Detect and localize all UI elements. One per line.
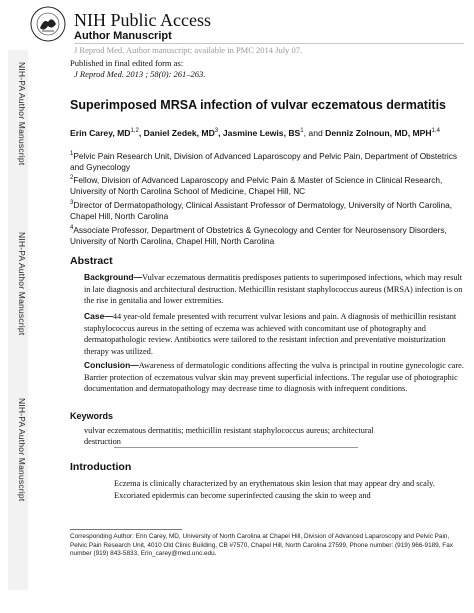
author-name: Denniz Zolnoun, MD, MPH [325, 127, 432, 138]
author-manuscript-label: Author Manuscript [74, 30, 172, 42]
affiliation [70, 149, 465, 174]
side-label: NIH-PA Author Manuscript [17, 232, 27, 336]
case-text: 44 year-old female presented with recurrent vulvar lesions and pain. A diagnosis of methicillin resistant staphylococcus aureus in the setting of eczema was achieved with concomitant use of photography and dermatopathologic review. Antibiotics were tailored to the resistant infection and preventative moisturization therapy was utilized. [84, 312, 457, 356]
affil-sup: 4 [70, 225, 74, 231]
affiliation [70, 173, 465, 198]
abstract-heading: Abstract [70, 255, 113, 267]
author-sep: , [138, 127, 144, 138]
background-text: Vulvar eczematous dermatitis predisposes patients to superimposed infections, which may result in late diagnosis and architectural destruction. Methicillin resistant staphylococcus aureus (MRSA) infection is on the rise in genitalia and lower extremities. [84, 273, 463, 305]
author-list [70, 125, 465, 139]
journal-availability: J Reprod Med. Author manuscript; available in PMC 2014 July 07. [74, 45, 303, 55]
author-name: Jasmine Lewis, BS [222, 127, 301, 138]
abstract-conclusion [84, 360, 464, 395]
abstract-case [84, 311, 464, 357]
conclusion-label: Conclusion— [84, 360, 139, 370]
author-sep: , [218, 127, 223, 138]
conclusion-text: Awareness of dermatologic conditions affecting the vulva is principal in routine gynecologic care. Barrier protection of eczematous vulvar skin may prevent superficial infections. The regular use of photographic documentation and dermatopathology may decrease time to diagnosis with infrequent conditions. [84, 361, 464, 393]
hhs-seal-icon [30, 6, 66, 42]
pub-note-line1: Published in final edited form as: [70, 58, 184, 68]
author-affil-sup: 3 [214, 128, 219, 134]
keywords-heading: Keywords [70, 411, 114, 421]
author-name: Erin Carey, MD [70, 127, 131, 138]
author-affil-sup: 1,2 [130, 128, 139, 134]
affil-text: Associate Professor, Department of Obstetrics & Gynecology and Center for Neurosensory Disorders, University of North Carolina, Chapel Hill, North Carolina [70, 224, 447, 247]
publication-note [70, 58, 205, 80]
affil-sup: 1 [70, 151, 74, 157]
affil-text: Director of Dermatopathology, Clinical Assistant Professor of Dermatology, University of North Carolina, Chapel Hill, North Carolina [70, 199, 453, 222]
author-sep: , and [303, 127, 326, 138]
introduction-text: Eczema is clinically characterized by an erythematous skin lesion that may appear dry and scaly. Excoriated epidermis can become superinfected causing the skin to weep and [114, 479, 435, 500]
pub-note-citation: J Reprod Med. 2013 ; 58(0): 261–263. [74, 69, 206, 79]
keywords-divider [114, 447, 358, 448]
side-label: NIH-PA Author Manuscript [17, 398, 27, 502]
author-name: Daniel Zedek, MD [143, 127, 215, 138]
corresponding-author-footnote: Corresponding Author: Erin Carey, MD, University of North Carolina at Chapel Hill, Division of Advanced Laparoscopy and Pelvic Pain, Pelvic Pain Research Unit, 4010 Old Clinic Building, CB #7570, Chapel Hill, North Carolina 27599, Phone number: (919) 966-9189, Fax number (919) 843-5833, Erin_carey@med.unc.edu. [70, 533, 453, 557]
header-divider [74, 43, 464, 44]
abstract-background [84, 272, 464, 307]
affil-sup: 3 [70, 200, 74, 206]
footnote-divider [70, 529, 182, 530]
case-label: Case— [84, 311, 113, 321]
article-title: Superimposed MRSA infection of vulvar eczematous dermatitis [70, 98, 447, 112]
introduction-heading: Introduction [70, 461, 132, 473]
affiliation [70, 198, 465, 223]
author-affil-sup: 1 [300, 128, 304, 134]
affiliation [70, 223, 465, 248]
affil-text: Pelvic Pain Research Unit, Division of Advanced Laparoscopy and Pelvic Pain, Department of Obstetrics and Gynecology [70, 150, 458, 173]
author-affil-sup: 1,4 [431, 128, 440, 134]
nih-public-access-title: NIH Public Access [74, 10, 211, 30]
affil-text: Fellow, Division of Advanced Laparoscopy and Pelvic Pain & Master of Science in Clinical Research, University of North Carolina School of Medicine, Chapel Hill, NC [70, 174, 443, 197]
affil-sup: 2 [70, 175, 74, 181]
side-label: NIH-PA Author Manuscript [17, 62, 27, 166]
background-label: Background— [84, 272, 143, 282]
keywords-text: vulvar eczematous dermatitis; methicillin resistant staphylococcus aureus; architectural destruction [84, 426, 374, 446]
